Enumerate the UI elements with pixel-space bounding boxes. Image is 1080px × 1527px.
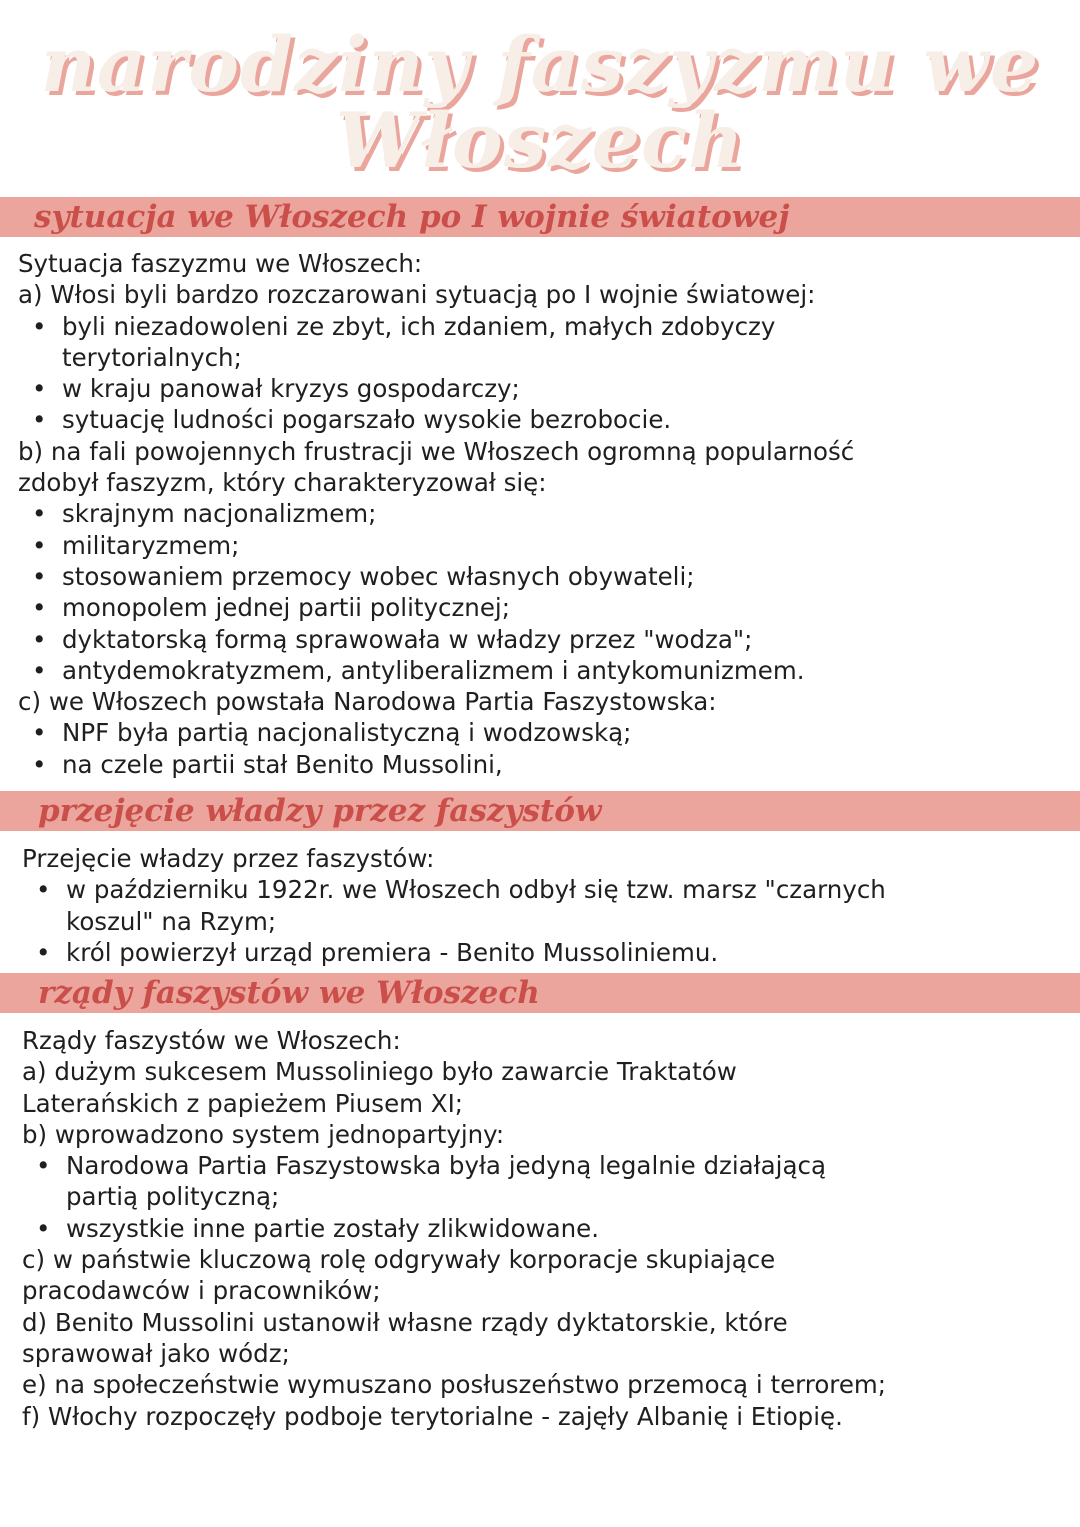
text-line: zdobył faszyzm, który charakteryzował się: [18, 468, 547, 498]
list-item: • dyktatorską formą sprawowała w władzy przez "wodza"; [18, 624, 854, 655]
text-line: Sytuacja faszyzmu we Włoszech: [18, 249, 423, 278]
list-item: • militaryzmem; [18, 530, 854, 561]
list-item-continuation: partią polityczną; [66, 1182, 280, 1212]
list-item: • skrajnym nacjonalizmem; [18, 498, 854, 529]
text-line: Laterańskich z papieżem Piusem XI; [22, 1088, 464, 1118]
section-header-band [0, 973, 1080, 1013]
text-line: e) na społeczeństwie wymuszano posłuszeństwo przemocą i terrorem; [22, 1370, 887, 1400]
page-title-line-2: Włoszech [335, 96, 745, 185]
list-item: • stosowaniem przemocy wobec własnych obywateli; [18, 561, 854, 592]
bullet-list [22, 1150, 886, 1244]
list-item: • NPF była partią nacjonalistyczną i wodzowską; [18, 717, 854, 748]
text-line: d) Benito Mussolini ustanowił własne rządy dyktatorskie, które [22, 1307, 788, 1337]
list-item: • byli niezadowoleni ze zbyt, ich zdaniem, małych zdobyczy [18, 311, 854, 342]
text-line: c) w państwie kluczową rolę odgrywały korporacje skupiające [22, 1245, 776, 1275]
bullet-list [18, 498, 854, 686]
text-line: a) Włosi byli bardzo rozczarowani sytuacją po I wojnie światowej: [18, 280, 816, 310]
list-item: • w kraju panował kryzys gospodarczy; [18, 373, 854, 404]
text-line: c) we Włoszech powstała Narodowa Partia Faszystowska: [18, 687, 717, 717]
list-item: • antydemokratyzmem, antyliberalizmem i antykomunizmem. [18, 655, 854, 686]
text-line: b) na fali powojennych frustracji we Włoszech ogromną popularność [18, 436, 855, 466]
list-item: • w październiku 1922r. we Włoszech odbył się tzw. marsz "czarnych [22, 874, 886, 905]
bullet-list [18, 717, 854, 780]
text-line: Rządy faszystów we Włoszech: [22, 1026, 401, 1055]
section-body [18, 248, 854, 780]
section-heading: przejęcie władzy przez faszystów [38, 793, 602, 829]
bullet-list [22, 874, 886, 968]
text-line: a) dużym sukcesem Mussoliniego było zawarcie Traktatów [22, 1057, 737, 1087]
section-body [22, 1025, 886, 1432]
page-title-line-1: narodziny faszyzmu we [40, 20, 1040, 109]
list-item: • na czele partii stał Benito Mussolini, [18, 749, 854, 780]
text-line: f) Włochy rozpoczęły podboje terytorialne - zajęły Albanię i Etiopię. [22, 1401, 843, 1431]
text-line: Przejęcie władzy przez faszystów: [22, 844, 435, 873]
section-body [22, 843, 886, 968]
list-item-continuation: terytorialnych; [62, 342, 242, 372]
list-item: • wszystkie inne partie zostały zlikwidowane. [22, 1213, 886, 1244]
section-heading: sytuacja we Włoszech po I wojnie światowej [34, 199, 790, 235]
section-header-band [0, 197, 1080, 237]
text-line: sprawował jako wódz; [22, 1338, 290, 1368]
text-line: pracodawców i pracowników; [22, 1276, 381, 1306]
list-item-continuation: koszul" na Rzym; [66, 906, 277, 936]
section-header-band [0, 791, 1080, 831]
list-item: • sytuację ludności pogarszało wysokie bezrobocie. [18, 404, 854, 435]
section-heading: rządy faszystów we Włoszech [38, 975, 540, 1011]
list-item: • monopolem jednej partii politycznej; [18, 592, 854, 623]
bullet-list [18, 311, 854, 436]
list-item: • Narodowa Partia Faszystowska była jedyną legalnie działającą [22, 1150, 886, 1181]
list-item: • król powierzył urząd premiera - Benito Mussoliniemu. [22, 937, 886, 968]
text-line: b) wprowadzono system jednopartyjny: [22, 1119, 505, 1149]
